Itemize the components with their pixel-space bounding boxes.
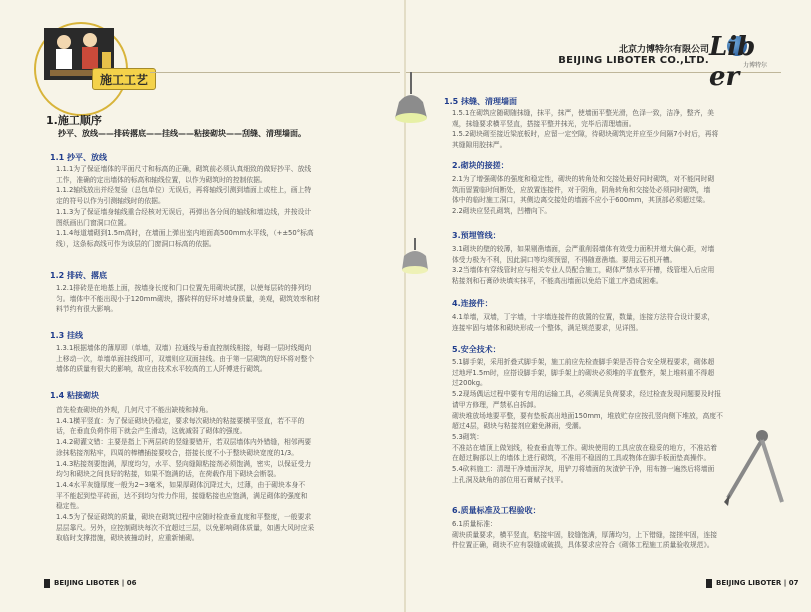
process-steps: 抄平、放线——排砖撂底——挂线——粘接砌块——刮缝、清理墙面。 [58,129,306,138]
footer-text: BEIJING LIBOTER | 07 [716,579,799,587]
section-heading: 1.4 粘接砌块 [50,391,99,400]
left-footer [44,576,136,590]
section-body: 首先检查砌块的外观，几何尺寸不能出缺棱和掉角。 1.4.1横平竖直：为了保证砌块仍稳定，要求每次砌块的粘接要横平竖直，若不平的 话，在垂直负荷作用下就会产生滑动，这就减弱了砌体的强度。 1.4.2砌灌文错：主要是指上下两层砖的竖缝要错开，若双层墙体内外错缝，相邻两要 涂抹粘接剂粘牢，四周的棒槽插接要咬合，搭接长度不小于整块砌块宽度的1/3。 1.4.3粘接剂要饱满，厚度均匀，水平、竖向缝隙粘接剂必须饱满，密实，以保证受力 均匀和砌块之间良好的粘接，如果不饱满的话，在荷载作用下砌块会断裂。 1.4.4水平灰缝厚度一般为2~3毫米，如果厚砌体沉降过大，过薄，由于砌块本身不 平不能起到垫平砖面，达不到均匀传力作用，接缝粘接也应饱满，满足砌体的强度和 稳定性。 1.4.5为了保证砌筑的质量，砌块在砌筑过程中应随时检查垂直度和平整度，一般要求 层层靠尺。另外，应控制砌块每次不宜超过三层，以免影响砌体质量，如遇大风时应采 取临时支撑措施，砌块被撞动时，应重新铺砌。 [56,406,315,543]
lamp-icon [400,238,430,282]
section-body: 6.1质量标准： 砌块质量要求，横平竖直，粘接牢固，胶缝饱满，厚薄均匀，上下错缝，接搓牢固，连接 件位置正确，砌块不应有裂缝或破损，具体要求应符合《砌体工程施工质量验收规范》。 [452,520,718,550]
section-heading: 5.安全技术： [452,345,501,354]
page-title: 1.施工顺序 [46,114,102,127]
company-block [558,42,709,66]
section-body: 1.1.1为了保证墙体的平面尺寸和标高的正确，砌筑前必须认真细致的做好抄平、放线 工作，准确的定出墙体的标高和轴线位置，以作为砌筑时的控制依据。 1.1.2轴线放出并经复验（总包单位）无误后，再将轴线引测到墙面上或柱上，画上特 定的符号以作为引测轴线时的依据。 1.1.3为了保证墙身轴线重合经核对无误后，再弹出各分间的轴线和墙边线，并按设计 图纸画出门窗洞口位置。 1.1.4每道墙砌到1.5m高时，在墙面上弹出室内地面高500mm水平线，（+±50°标高 线），这条标高线可作为该层的门窗洞口标高的依据。 [56,165,314,248]
section-body: 1.3.1根据墙体的薄厚即（单墙，双墙）拉通线与垂直控制线相接，每砌一层时线绳向 上移动一次，单墙单面挂线即可，双墙则应双面挂线。由于第一层砌筑的好坏将对整个 墙体的质量有很大的影响，故应由技术水平较高的工人阡傅进行砌筑。 [56,344,315,374]
header-rule-left [150,72,400,73]
section-body: 4.1单墙，双墙，丁字墙，十字墙连接件的放置的位置，数量，连接方法符合设计要求， 连接牢固与墙体和砌块形成一个整体，满足规范要求，见详图。 [452,313,715,332]
section-body: 5.1脚手架，采用折叠式脚手架，施工前应先检查脚手架是否符合安全规程要求，砌体超 过地坪1.5m时，应搭设脚手架，脚手架上的砌块必须堆的平直整齐，架上堆料重不得超 过200kg。 5.2现场偶运过程中要有专用的运输工具，必须满足负荷要求，经过检查发现问题要及时报 请甲方修理，严禁私自拆卸。 砌块堆放场地要平整，要有垫板高出地面150mm，堆放贮存应按孔竖向侧下堆放，高度不 超过4层，砌块与粘接剂应避免淋雨，受潮。 5.3砌筑： 不准站在墙顶上做划线，检查垂直等工作。砌块使用的工具应放在稳妥的地方，不准站着 在超过胸部以上的墙体上进行砌筑，不准用不稳固的工具或物体在脚手板面垫高操作。 5.4砍料施工：清理干净墙面浮灰，用铲刀将墙面的灰渣铲干净，用布擦一遍然后将墙面 上孔洞及缺角的部位用石膏赋子找平。 [452,358,723,484]
company-logo [709,30,781,92]
footer-bar-icon [706,579,712,588]
section-body: 3.1砌块的壁的较薄，如果剔凿墙面，会严重削弱墙体有效受力面积并增大偏心距，对墙 体受力极为不利，因此洞口等均须预留，不得随意凿墙。要用云石机开槽。 3.2当墙体有穿线管时应与相关专业人员配合施工，砌体严禁水平开槽，线管埋入后应用 粘接剂和石膏砂块填实抹平，不能高出墙面以免给下道工序造成困难。 [452,245,715,286]
section-heading: 1.1 抄平、放线 [50,153,107,162]
lamp-icon [395,72,443,132]
right-footer [706,576,798,590]
company-name-en: BEIJING LIBOTER CO.,LTD. [558,55,709,66]
section-heading: 2.砌块的接搓： [452,161,509,170]
section-body: 2.1为了增强砌体的强度和稳定性，砌块的转角处和交接处最好同时砌筑，对不能同时砌 筑而留置临时间断处，应放置连接件，对于阴角，阴角转角和交接处必须同时砌筑，墙 体中的临时施工洞口，其侧边离交接处的墙面不应小于600mm，其顶部必须超过梁。 2.2砌块应竖孔砌筑，凹槽向下。 [452,175,715,216]
section-heading: 6.质量标准及工程验收： [452,506,541,515]
logo-text: Lib er [709,32,756,92]
footer-text: BEIJING LIBOTER | 06 [54,579,137,587]
section-heading: 1.2 排砖、撂底 [50,271,107,280]
footer-bar-icon [44,579,50,588]
logo-subtitle: 力博特尔 [743,62,768,69]
process-stamp: 施工工艺 [92,68,156,90]
section-heading: 1.3 挂线 [50,331,83,340]
section-body: 1.2.1排砖是在地基上面，按墙身长度和门口位置先用砌块试摆，以使每层砖的排列均 匀。墙体中不能出现小于120mm砌块，撂砖样的好坏对墙身质量，美观，砌筑效率和材 料节约有很大影响。 [56,284,321,314]
section-heading: 4.连接件： [452,299,493,308]
section-body: 1.5.1在砌筑应随砌随抹缝，抹平，抹严，使墙面平整光滑，色泽一致，洁净，整齐，美 观，抹缝要求横平竖直，搭接平整并抹光，完毕后清理墙面。 1.5.2砌块砌至接近梁底板时，应留一定空隙，待砌块砌筑完并应至少间隔7小时后，再将 其缝隙用胶抹严。 [452,109,719,150]
section-heading: 3.预埋管线： [452,231,501,240]
compass-icon [706,418,790,508]
company-name-cn: 北京力博特尔有限公司 [618,45,709,55]
section-heading: 1.5 抹缝、清理墙面 [444,97,517,106]
